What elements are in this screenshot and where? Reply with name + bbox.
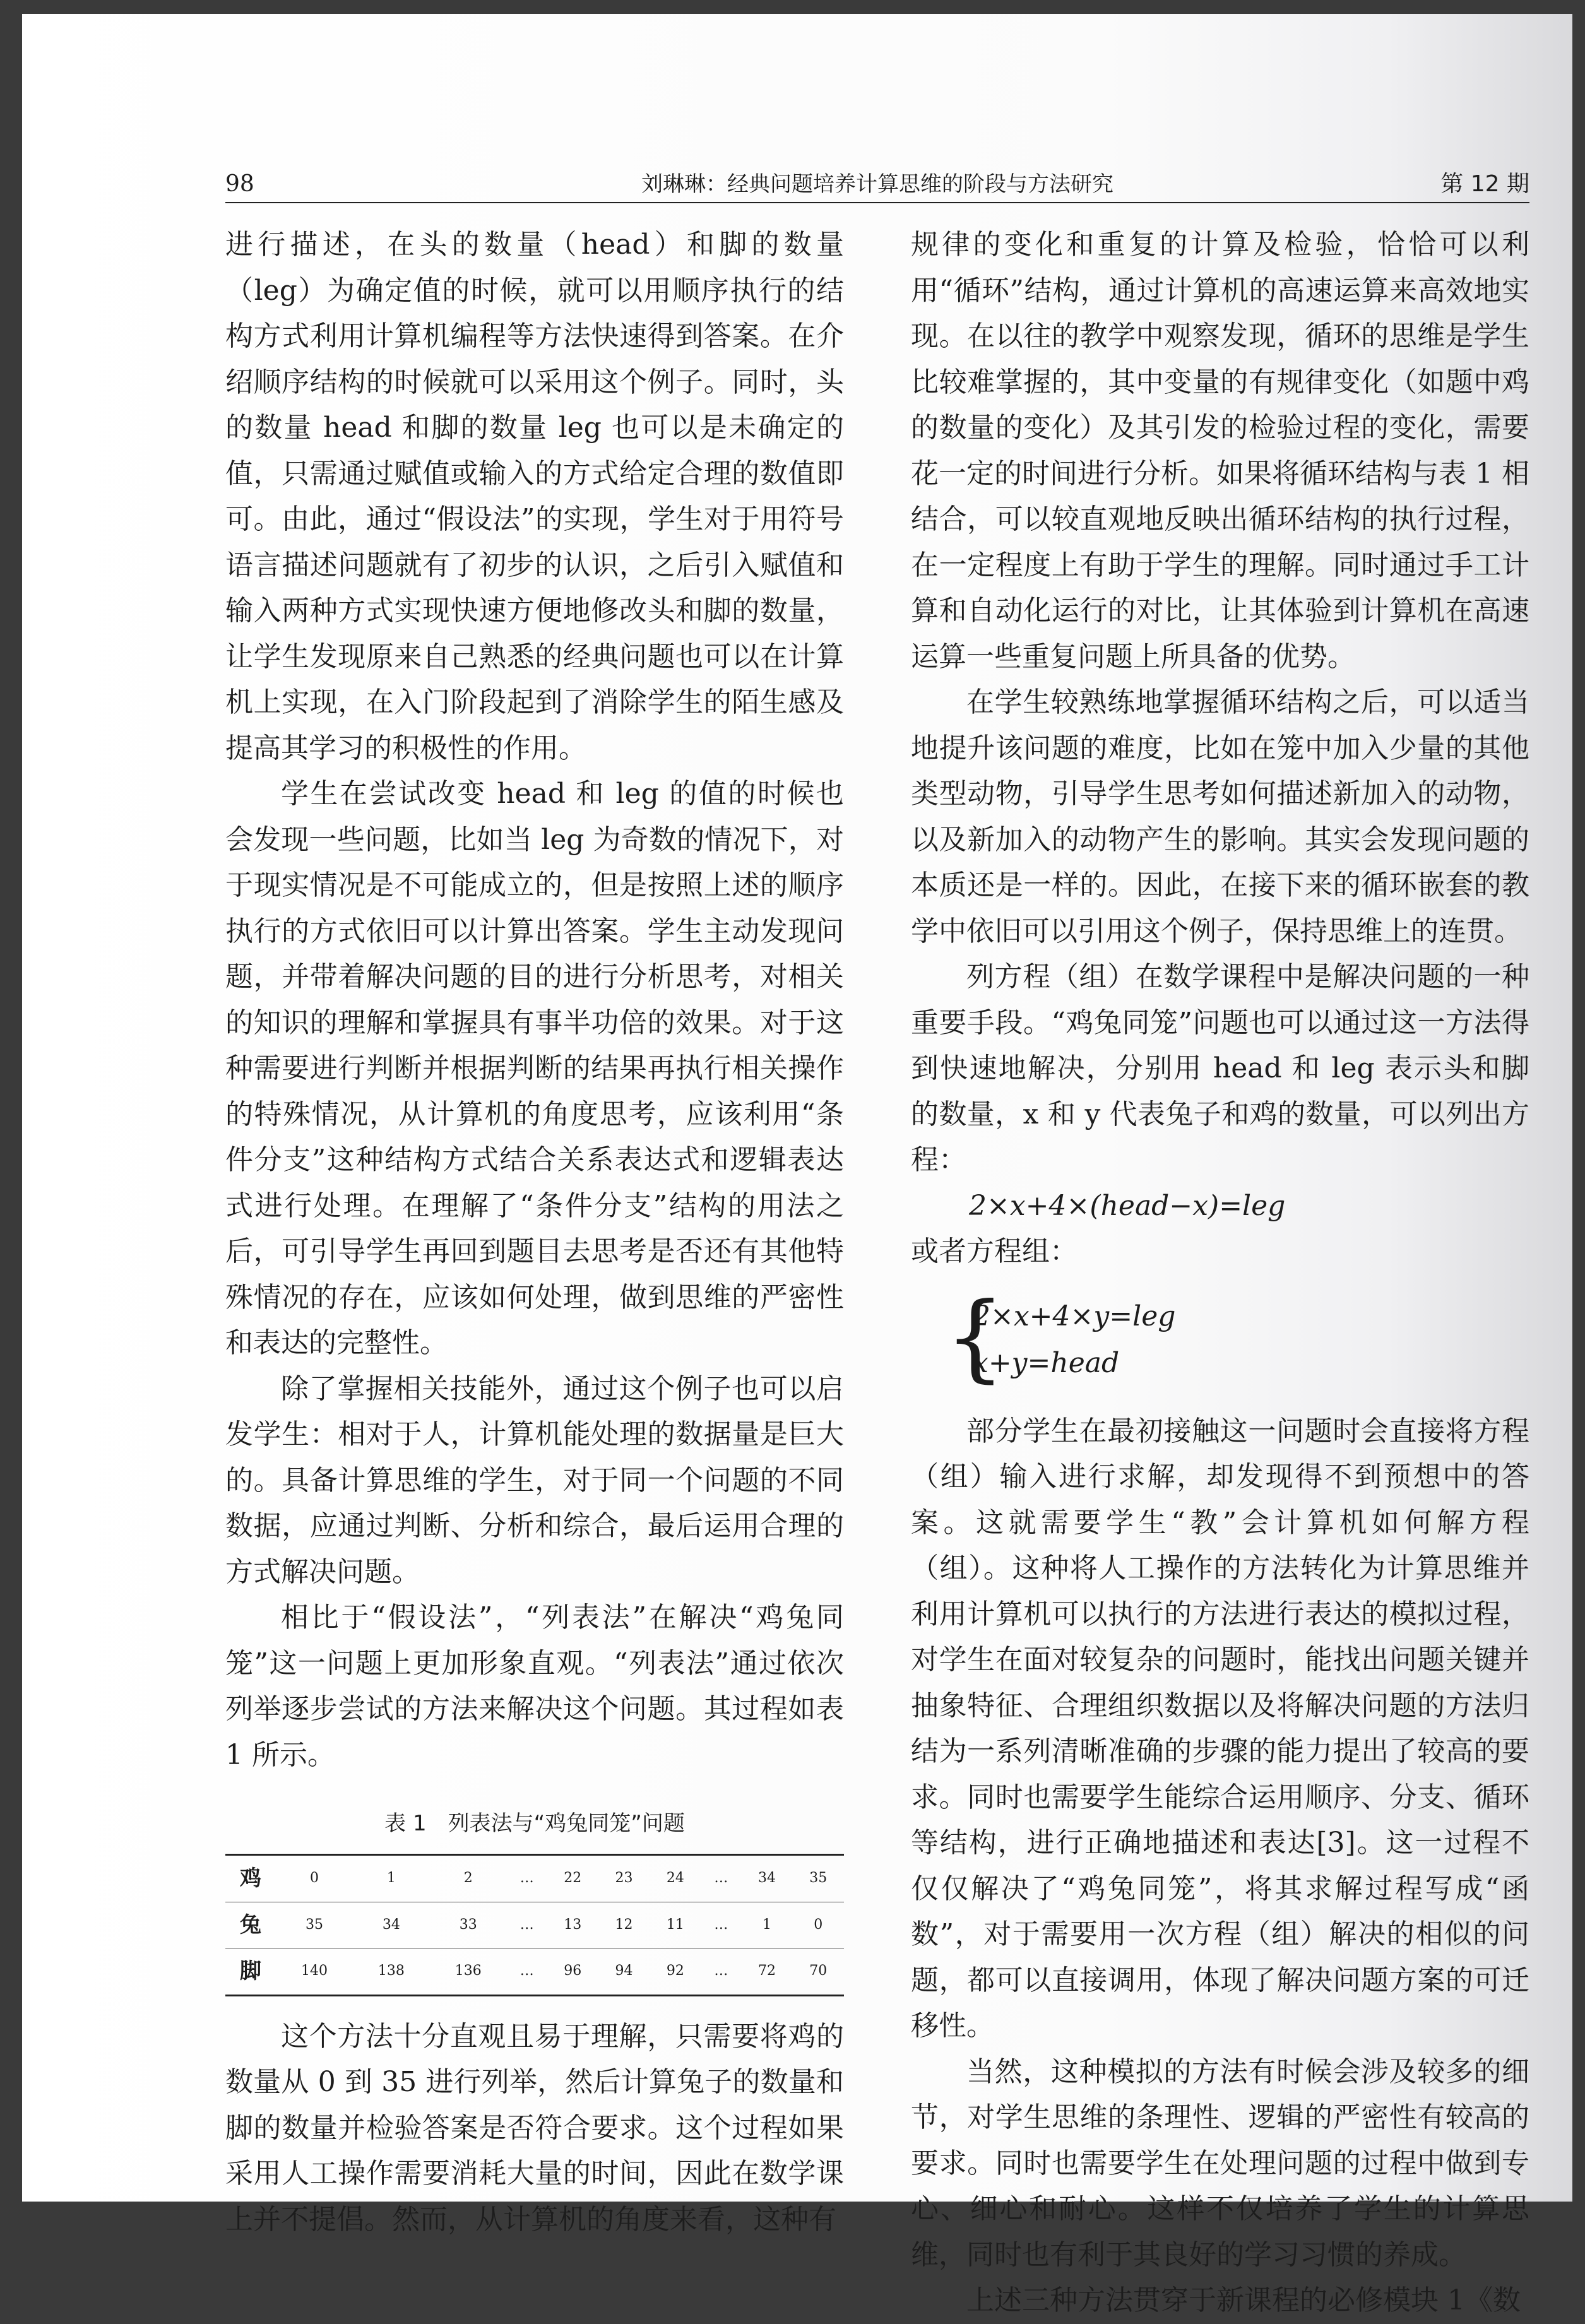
- page-number: 98: [225, 171, 254, 197]
- table-cell: …: [507, 1855, 547, 1902]
- table-cell: 1: [353, 1855, 430, 1902]
- paragraph: 进行描述，在头的数量（head）和脚的数量（leg）为确定值的时候，就可以用顺序执行的结构方式利用计算机编程等方法快速得到答案。在介绍顺序结构的时候就可以采用这个例子。同时，头的数量 head 和脚的数量 leg 也可以是未确定的值，只需通过赋值或输入的方式给定合理的数值即可。由此，通过“假设法”的实现，学生对于用符号语言描述问题就有了初步的认识，之后引入赋值和输入两种方式实现快速方便地修改头和脚的数量，让学生发现原来自己熟悉的经典问题也可以在计算机上实现，在入门阶段起到了消除学生的陌生感及提高其学习的积极性的作用。: [225, 228, 844, 764]
- running-title: 刘琳琳：经典问题培养计算思维的阶段与方法研究: [641, 172, 1113, 197]
- right-column: [911, 222, 1529, 2324]
- table-cell: 94: [615, 1963, 633, 1979]
- table-cell: …: [701, 1855, 741, 1902]
- paragraph: 上述三种方法贯穿于新课程的必修模块 1《数: [966, 2284, 1521, 2316]
- table-cell: 13: [547, 1902, 598, 1948]
- paragraph: 列方程（组）在数学课程中是解决问题的一种重要手段。“鸡兔同笼”问题也可以通过这一方法得到快速地解决，分别用 head 和 leg 表示头和脚的数量，x 和 y 代表兔子和鸡的数量，可以列出方程：: [911, 961, 1529, 1176]
- table-caption: 表 1 列表法与“鸡兔同笼”问题: [384, 1811, 685, 1836]
- table-cell: 96: [564, 1963, 582, 1979]
- table-cell: 70: [809, 1963, 828, 1979]
- paragraph: 相比于“假设法”，“列表法”在解决“鸡兔同笼”这一问题上更加形象直观。“列表法”通过依次列举逐步尝试的方法来解决这个问题。其过程如表 1 所示。: [225, 1601, 844, 1771]
- table-cell: …: [507, 1902, 547, 1948]
- table-cell: 12: [598, 1902, 650, 1948]
- table-cell: 0: [793, 1902, 844, 1948]
- journal-page: [22, 14, 1572, 2316]
- equation: 2×x+4×(head−x)=leg: [969, 1189, 1286, 1222]
- paragraph: 除了掌握相关技能外，通过这个例子也可以启发学生：相对于人，计算机能处理的数据量是巨大的。具备计算思维的学生，对于同一个问题的不同数据，应通过判断、分析和综合，最后运用合理的方式解决问题。: [225, 1372, 844, 1588]
- table-cell: 0: [276, 1855, 353, 1902]
- left-column: [225, 222, 844, 2243]
- table-cell: 34: [353, 1902, 430, 1948]
- table-cell: 1: [741, 1902, 792, 1948]
- paragraph: 学生在尝试改变 head 和 leg 的值的时候也会发现一些问题，比如当 leg 为奇数的情况下，对于现实情况是不可能成立的，但是按照上述的顺序执行的方式依旧可以计算出答案。学生主动发现问题，并带着解决问题的目的进行分析思考，对相关的知识的理解和掌握具有事半功倍的效果。对于这种需要进行判断并根据判断的结果再执行相关操作的特殊情况，从计算机的角度思考，应该利用“条件分支”这种结构方式结合关系表达式和逻辑表达式进行处理。在理解了“条件分支”结构的用法之后，可引导学生再回到题目去思考是否还有其他特殊情况的存在，应该如何处理，做到思维的严密性和表达的完整性。: [225, 778, 844, 1359]
- chicken-rabbit-table: [225, 1854, 844, 1996]
- table-cell: …: [519, 1963, 534, 1979]
- issue-number: 第 12 期: [1440, 171, 1529, 197]
- table-cell: 33: [430, 1902, 507, 1948]
- paragraph: 在学生较熟练地掌握循环结构之后，可以适当地提升该问题的难度，比如在笼中加入少量的其他类型动物，引导学生思考如何描述新加入的动物，以及新加入的动物产生的影响。其实会发现问题的本质还是一样的。因此，在接下来的循环嵌套的教学中依旧可以引用这个例子，保持思维上的连贯。: [911, 686, 1529, 947]
- paragraph: 规律的变化和重复的计算及检验，恰恰可以利用“循环”结构，通过计算机的高速运算来高效地实现。在以往的教学中观察发现，循环的思维是学生比较难掌握的，其中变量的有规律变化（如题中鸡的数量的变化）及其引发的检验过程的变化，需要花一定的时间进行分析。如果将循环结构与表 1 相结合，可以较直观地反映出循环结构的执行过程，在一定程度上有助于学生的理解。同时通过手工计算和自动化运行的对比，让其体验到计算机在高速运算一些重复问题上所具备的优势。: [911, 228, 1529, 673]
- equation-system: [945, 1282, 1529, 1392]
- table-row: [225, 1948, 844, 1996]
- table-cell: 136: [454, 1963, 482, 1979]
- row-header: 兔: [225, 1902, 276, 1948]
- table-cell: 92: [666, 1963, 684, 1979]
- table-row: [225, 1902, 844, 1948]
- table-cell: 23: [598, 1855, 650, 1902]
- brace: {: [945, 1282, 1006, 1392]
- row-header: 鸡: [225, 1855, 276, 1902]
- paragraph: 这个方法十分直观且易于理解，只需要将鸡的数量从 0 到 35 进行列举，然后计算兔子的数量和脚的数量并检验答案是否符合要求。这个过程如果采用人工操作需要消耗大量的时间，因此在数学课上并不提倡。然而，从计算机的角度来看，这种有: [225, 2020, 844, 2236]
- table-cell: …: [701, 1902, 741, 1948]
- table-cell: 140: [300, 1963, 328, 1979]
- table-cell: 11: [650, 1902, 701, 1948]
- paragraph: 部分学生在最初接触这一问题时会直接将方程（组）输入进行求解，却发现得不到预想中的答案。这就需要学生“教”会计算机如何解方程（组）。这种将人工操作的方法转化为计算思维并利用计算机可以执行的方法进行表达的模拟过程，对学生在面对较复杂的问题时，能找出问题关键并抽象特征、合理组织数据以及将解决问题的方法归结为一系列清晰准确的步骤的能力提出了较高的要求。同时也需要学生能综合运用顺序、分支、循环等结构，进行正确地描述和表达[3]。这一过程不仅仅解决了“鸡兔同笼”，将其求解过程写成“函数”，对于需要用一次方程（组）解决的相似的问题，都可以直接调用，体现了解决问题方案的可迁移性。: [911, 1414, 1529, 2042]
- table-cell: 72: [757, 1963, 776, 1979]
- running-header: [225, 170, 1529, 199]
- table-cell: 35: [793, 1855, 844, 1902]
- system-line-1: 2×x+4×y=leg: [973, 1300, 1176, 1332]
- paragraph: 或者方程组：: [911, 1235, 1077, 1267]
- system-line-2: x+y=head: [973, 1346, 1120, 1379]
- table-cell: 22: [547, 1855, 598, 1902]
- table-row: [225, 1855, 844, 1902]
- table-cell: …: [714, 1963, 728, 1979]
- paragraph: 当然，这种模拟的方法有时候会涉及较多的细节，对学生思维的条理性、逻辑的严密性有较高的要求。同时也需要学生在处理问题的过程中做到专心、细心和耐心。这样不仅培养了学生的计算思维，同时也有利于其良好的学习习惯的养成。: [911, 2055, 1529, 2271]
- table-cell: 34: [741, 1855, 792, 1902]
- table-cell: 24: [650, 1855, 701, 1902]
- table-cell: 35: [276, 1902, 353, 1948]
- table-cell: 138: [377, 1963, 405, 1979]
- row-header: 脚: [240, 1959, 261, 1984]
- table-cell: 2: [430, 1855, 507, 1902]
- header-rule: [225, 202, 1529, 203]
